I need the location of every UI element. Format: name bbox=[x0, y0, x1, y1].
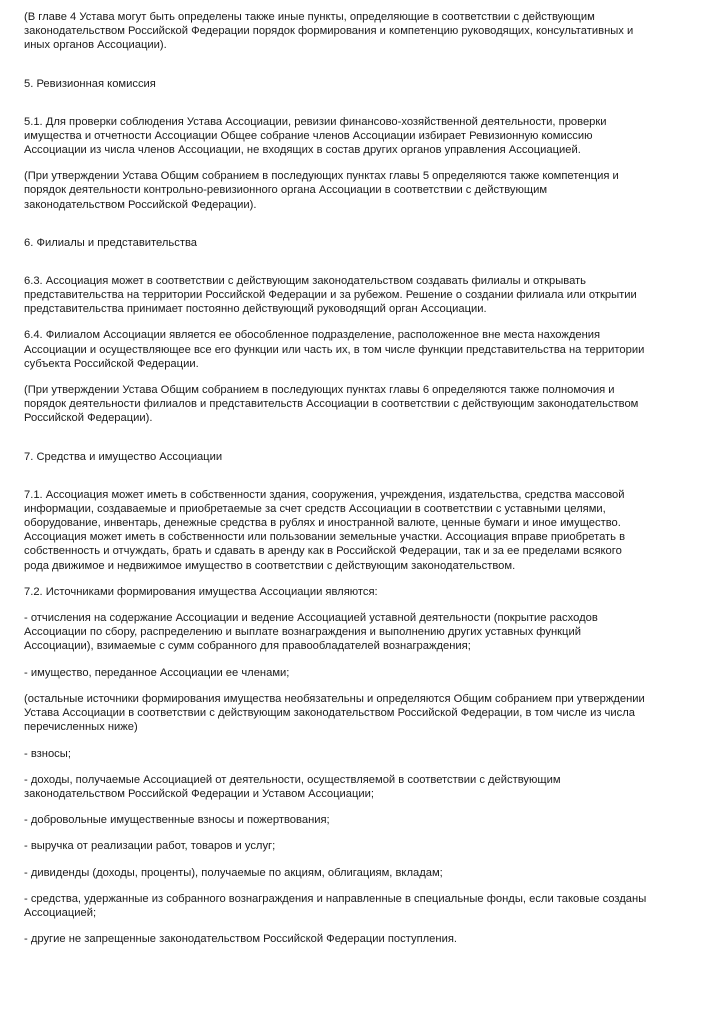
paragraph-6-3: 6.3. Ассоциация может в соответствии с действующим законодательством создавать филиалы и открывать представительства на территории Российской Федерации и за рубежом. Решение о создании филиала или открытии представительства принимает постоянно действующий руководящий орган Ассоциации. bbox=[24, 274, 637, 316]
list-item: - взносы; bbox=[24, 747, 71, 760]
paragraph-7-2: 7.2. Источниками формирования имущества Ассоциации являются: bbox=[24, 585, 378, 598]
list-item: - дивиденды (доходы, проценты), получаемые по акциям, облигациям, вкладам; bbox=[24, 866, 443, 879]
heading-section-7: 7. Средства и имущество Ассоциации bbox=[24, 450, 223, 463]
paragraph-6-note: (При утверждении Устава Общим собранием в последующих пунктах главы 6 определяются также полномочия и порядок деятельности филиалов и представительств Ассоциации в соответствии с действующим законодательством Российской Федерации). bbox=[24, 384, 639, 425]
list-item: - имущество, переданное Ассоциации ее членами; bbox=[24, 666, 290, 679]
list-item: - средства, удержанные из собранного вознаграждения и направленные в специальные фонды, если таковые созданы Ассоциацией; bbox=[24, 892, 647, 919]
list-item: - доходы, получаемые Ассоциацией от деятельности, осуществляемой в соответствии с действующим законодательством Российской Федерации и Уставом Ассоциации; bbox=[24, 773, 561, 800]
list-item: - другие не запрещенные законодательством Российской Федерации поступления. bbox=[24, 933, 457, 946]
paragraph-chapter4-note: (В главе 4 Устава могут быть определены также иные пункты, определяющие в соответствии с действующим законодательством Российской Федерации порядок формирования и компетенцию руководящих, консультативных и иных органов Ассоциации). bbox=[24, 11, 634, 52]
paragraph-5-note: (При утверждении Устава Общим собранием в последующих пунктах главы 5 определяются также компетенция и порядок деятельности контрольно-ревизионного органа Ассоциации в соответствии с действующим законодательством Российской Федерации). bbox=[24, 170, 619, 211]
paragraph-7-1: 7.1. Ассоциация может иметь в собственности здания, сооружения, учреждения, издательства, средства массовой информации, создаваемые и приобретаемые за счет средств Ассоциации в соответствии с уставными целями, оборудование, инвентарь, денежные средства в рублях и иностранной валюте, ценные бумаги и иное имущество. Ассоциация может иметь в собственности или пользовании земельные участки. Ассоциация вправе приобретать в собственность и отчуждать, брать и сдавать в аренду как в Российской Федерации, так и за ее пределами всякого рода движимое и недвижимое имущество в соответствии с действующим законодательством. bbox=[24, 488, 626, 572]
document-page bbox=[24, 10, 700, 946]
heading-section-6: 6. Филиалы и представительства bbox=[24, 236, 197, 249]
list-item: - добровольные имущественные взносы и пожертвования; bbox=[24, 814, 330, 827]
list-item: - выручка от реализации работ, товаров и услуг; bbox=[24, 840, 276, 853]
paragraph-other-sources: (остальные источники формирования имущества необязательны и определяются Общим собранием при утверждении Устава Ассоциации в соответствии с действующим законодательством Российской Федерации, в том числе из числа перечисленных ниже) bbox=[24, 692, 645, 734]
heading-section-5: 5. Ревизионная комиссия bbox=[24, 77, 156, 90]
paragraph-6-4: 6.4. Филиалом Ассоциации является ее обособленное подразделение, расположенное вне места нахождения Ассоциации и осуществляющее все его функции или часть их, в том числе функции представительства на территории субъекта Российской Федерации. bbox=[24, 329, 645, 370]
paragraph-5-1: 5.1. Для проверки соблюдения Устава Ассоциации, ревизии финансово-хозяйственной деятельности, проверки имущества и отчетности Ассоциации Общее собрание членов Ассоциации избирает Ревизионную комиссию Ассоциации из числа членов Ассоциации, не входящих в состав других органов управления Ассоциацией. bbox=[24, 115, 607, 157]
list-item: - отчисления на содержание Ассоциации и ведение Ассоциацией уставной деятельности (покрытие расходов Ассоциации по сбору, распределению и выплате вознаграждения и выполнению других уставных функций Ассоциации), взимаемые с сумм собранного для правообладателей вознаграждения; bbox=[24, 612, 598, 653]
